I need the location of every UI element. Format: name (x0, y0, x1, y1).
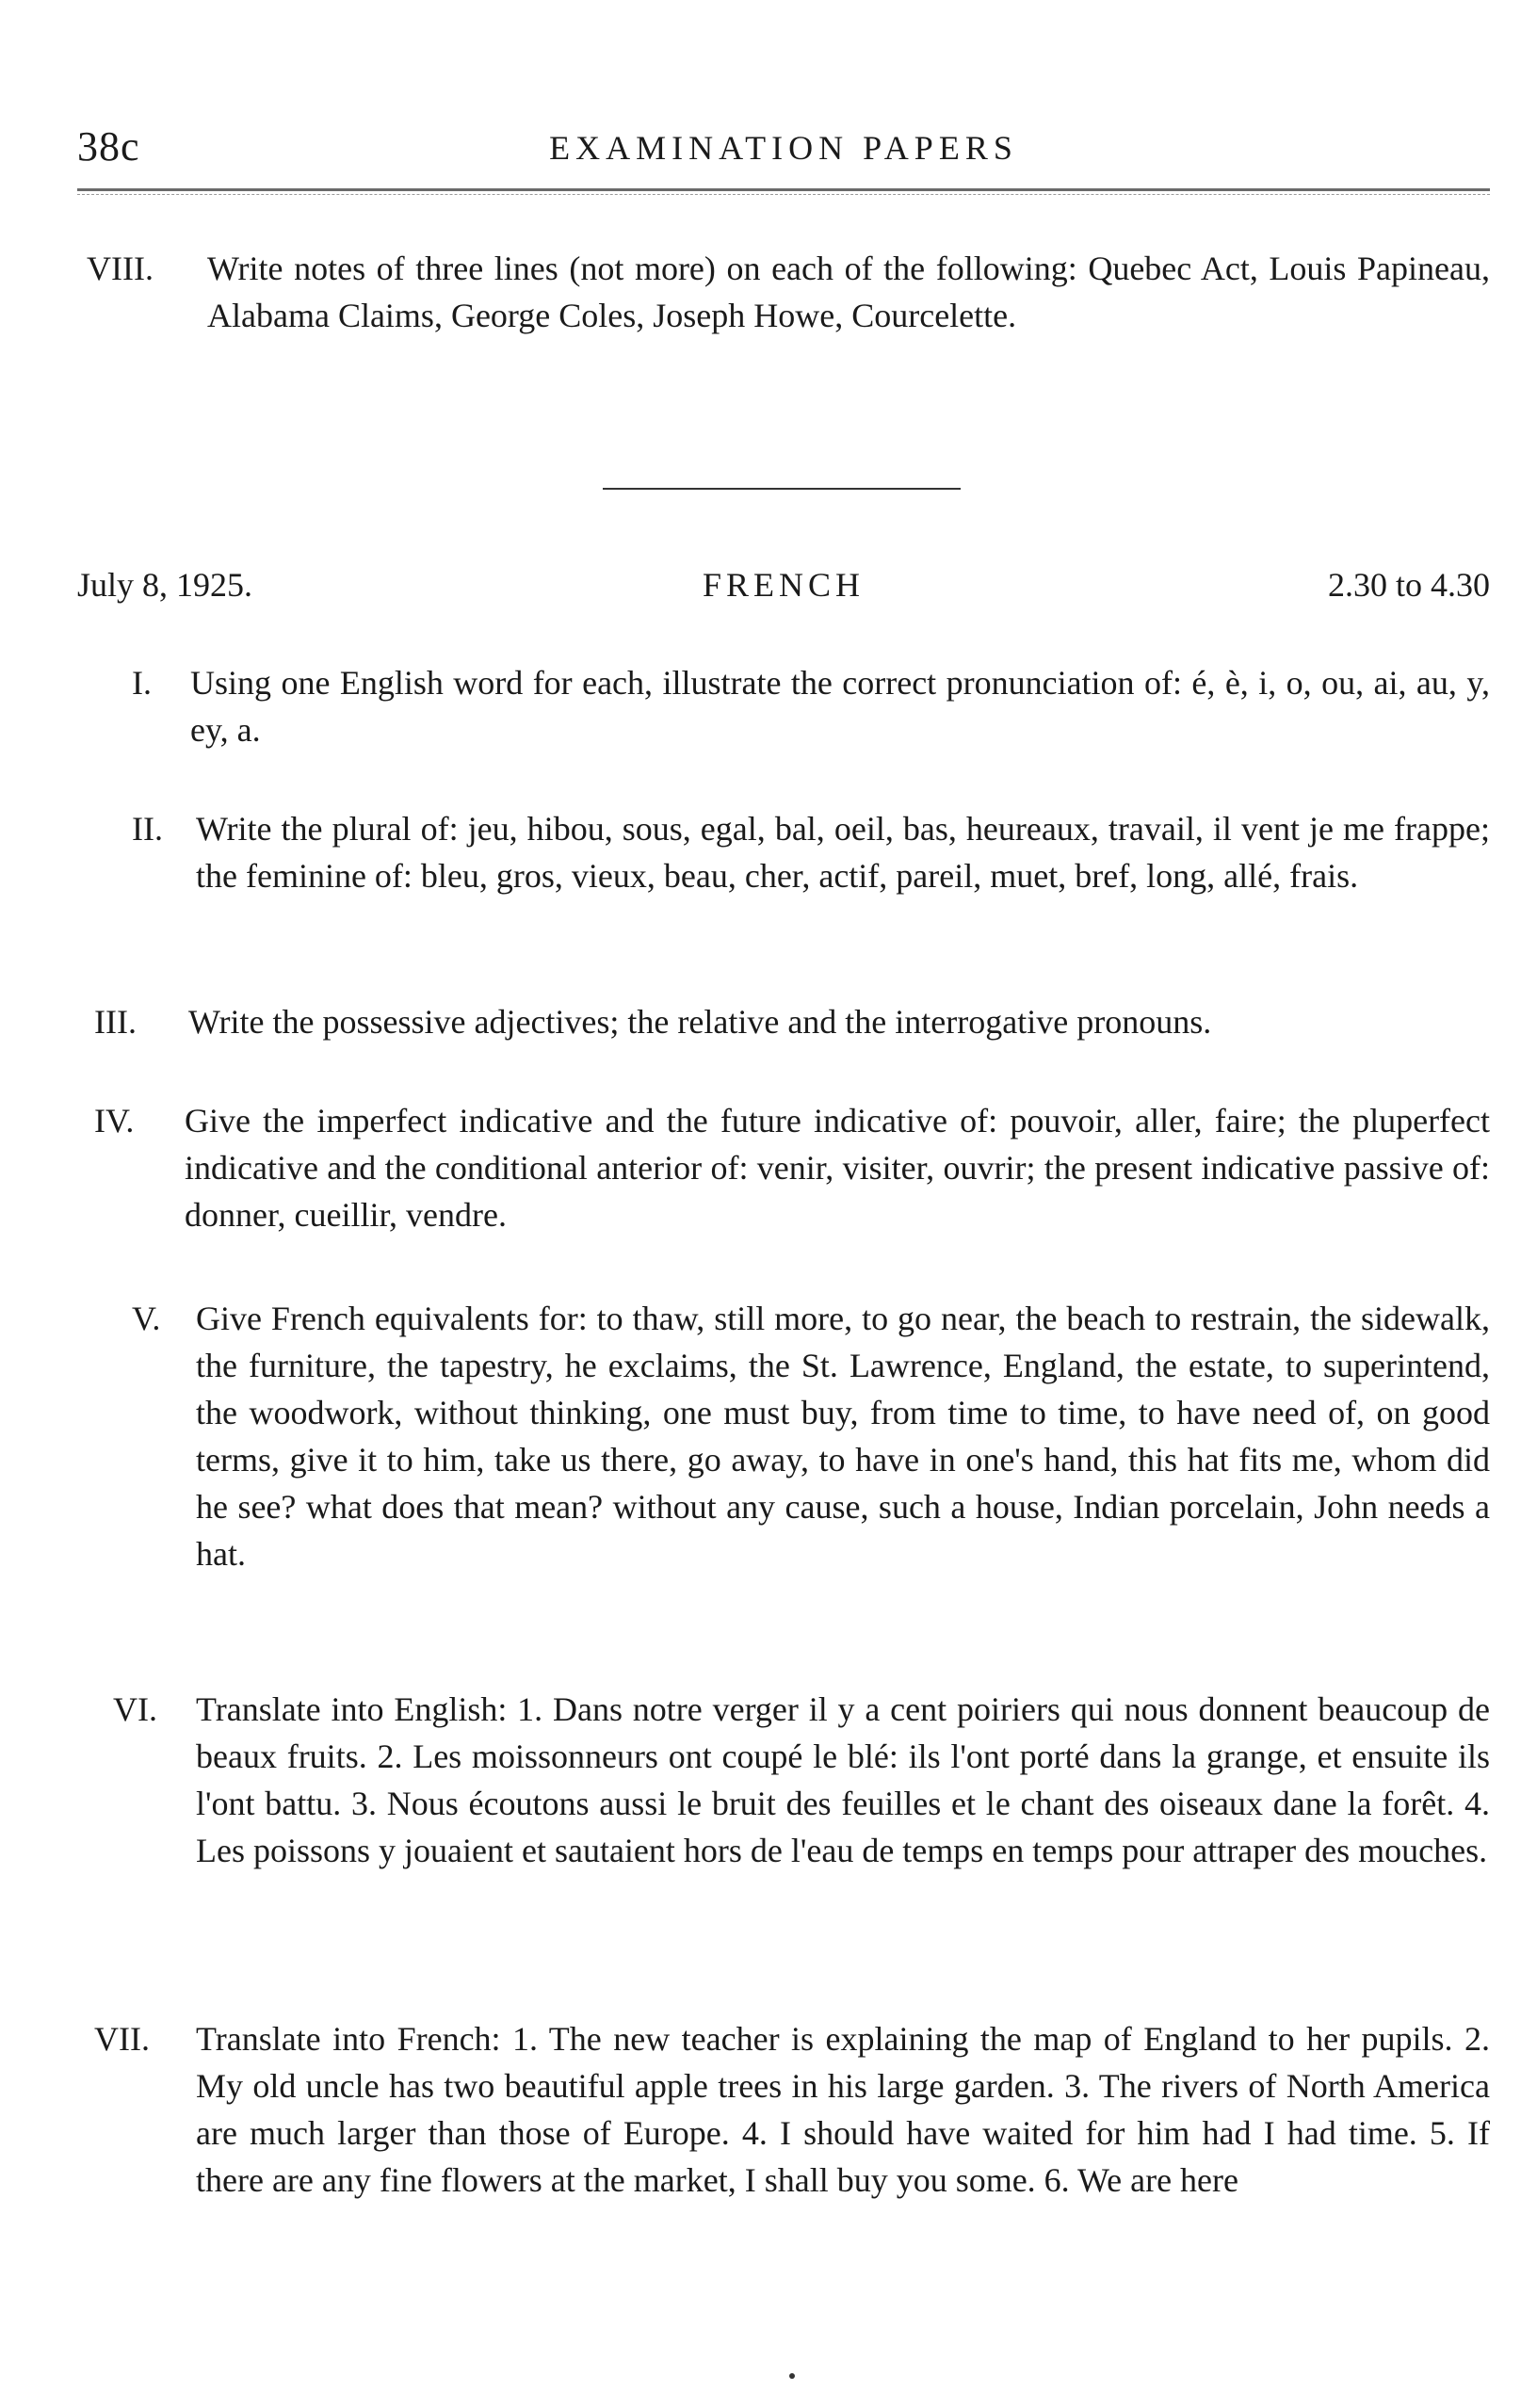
question-number: VI. (113, 1690, 157, 1728)
question-number: III. (94, 1003, 137, 1041)
question-number: V. (132, 1300, 161, 1337)
question-vii (94, 2015, 1490, 2204)
header-rule (77, 188, 1490, 191)
question-text: Give French equivalents for: to thaw, still more, to go near, the beach to restrain, the sidewalk, the furniture, the tapestry, he exclaims, the St. Lawrence, England, the estate, to superintend, the woodwork, without thinking, one must buy, from time to time, to have need of, on good terms, give it to him, take us there, go away, to have in one's hand, this hat fits me, whom did he see? what does that mean? without any cause, such a house, Indian porcelain, John needs a hat. (196, 1300, 1490, 1573)
question-iv (94, 1097, 1490, 1238)
section-heading (77, 565, 1490, 612)
question-text: Write the possessive adjectives; the relative and the interrogative pronouns. (188, 1003, 1212, 1041)
question-number: VII. (94, 2020, 150, 2058)
section-separator (603, 488, 961, 490)
question-number: I. (132, 664, 152, 702)
question-number: VIII. (87, 250, 154, 287)
running-head (77, 122, 1490, 179)
question-text: Using one English word for each, illustrate the correct pronunciation of: é, è, i, o, ou, ai, au, y, ey, a. (190, 664, 1490, 749)
exam-subject: FRENCH (702, 566, 866, 604)
header-rule-secondary (77, 194, 1490, 195)
page-number: 38c (77, 123, 140, 170)
exam-time: 2.30 to 4.30 (1327, 566, 1490, 604)
question-iii (94, 998, 1490, 1045)
question-viii (87, 245, 1490, 339)
question-text: Give the imperfect indicative and the future indicative of: pouvoir, aller, faire; the pluperfect indicative and the conditional anterior of: venir, visiter, ouvrir; the present indicative passive of: donner, cueillir, vendre. (185, 1102, 1490, 1234)
question-number: IV. (94, 1102, 135, 1139)
header-title: EXAMINATION PAPERS (549, 129, 1018, 167)
question-text: Translate into French: 1. The new teacher is explaining the map of England to her pupils. 2. My old uncle has two beautiful apple trees in his large garden. 3. The rivers of North America are much larger than those of Europe. 4. I should have waited for him had I had time. 5. If there are any fine flowers at the market, I shall buy you some. 6. We are here (196, 2020, 1490, 2199)
question-vi (113, 1686, 1490, 1874)
question-v (132, 1295, 1490, 1577)
question-number: II. (132, 810, 163, 848)
exam-date: July 8, 1925. (77, 566, 253, 604)
question-ii (132, 805, 1490, 899)
question-text: Translate into English: 1. Dans notre verger il y a cent poiriers qui nous donnent beaucoup de beaux fruits. 2. Les moissonneurs ont coupé le blé: ils l'ont porté dans la grange, et ensuite ils l'ont battu. 3. Nous écoutons aussi le bruit des feuilles et le chant des oiseaux dane la forêt. 4. Les poissons y jouaient et sautaient hors de l'eau de temps en temps pour attraper des mouches. (196, 1690, 1490, 1869)
question-text: Write the plural of: jeu, hibou, sous, egal, bal, oeil, bas, heureaux, travail, il vent je me frappe; the feminine of: bleu, gros, vieux, beau, cher, actif, pareil, muet, bref, long, allé, frais. (196, 810, 1490, 895)
question-text: Write notes of three lines (not more) on each of the following: Quebec Act, Louis Papineau, Alabama Claims, George Coles, Joseph Howe, Courcelette. (207, 250, 1490, 334)
question-i (132, 659, 1490, 753)
page-mark (789, 2373, 795, 2379)
